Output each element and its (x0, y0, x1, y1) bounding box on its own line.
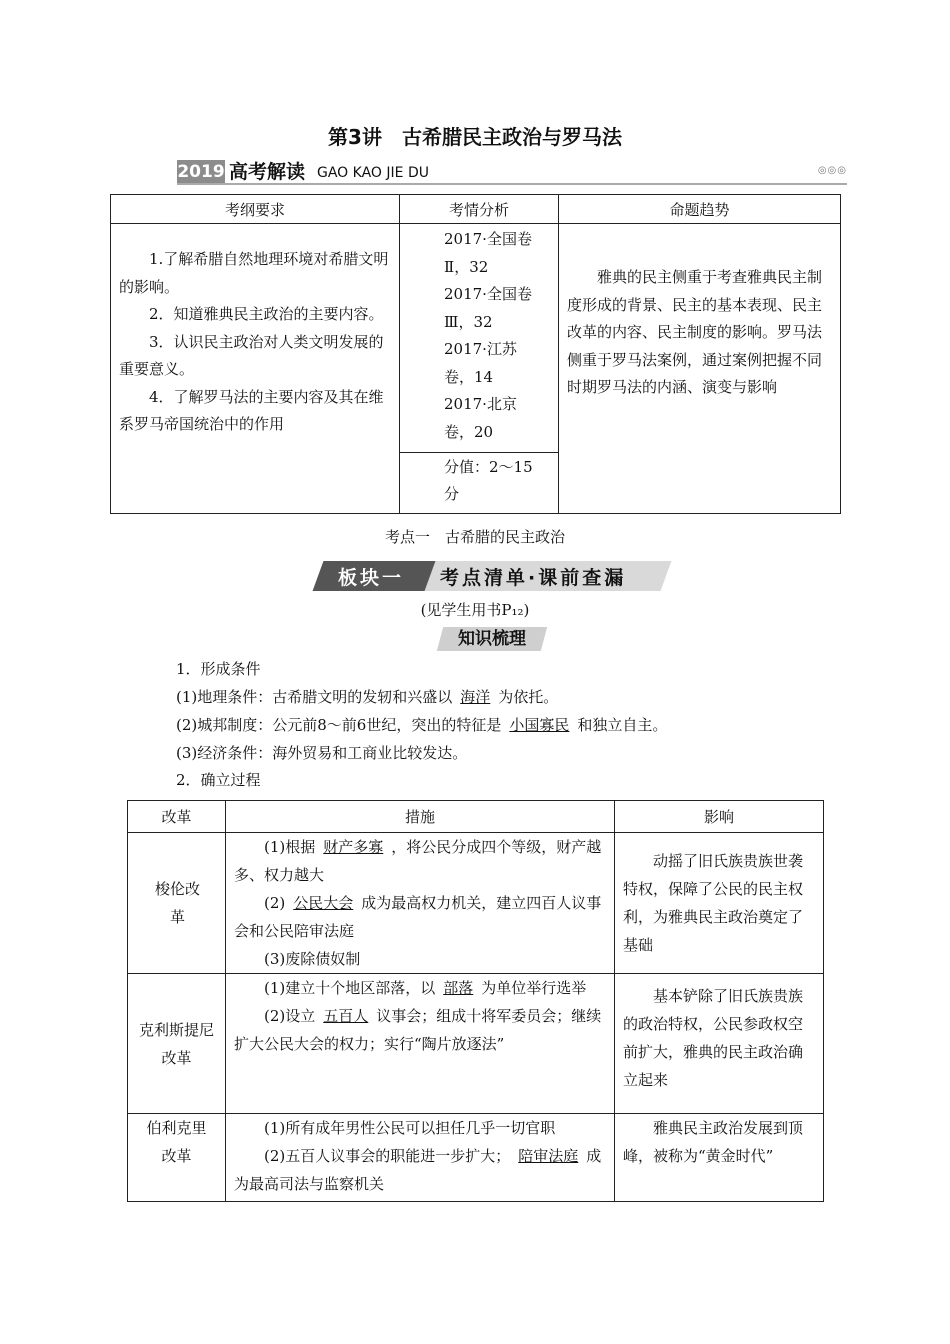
blank-buluo: 部落 (443, 979, 474, 997)
reform-table (127, 800, 824, 1202)
analysis-2: 2017·全国卷Ⅲ，32 (444, 285, 532, 331)
kaodian-heading: 考点一 古希腊的民主政治 (384, 528, 565, 546)
block-banner-label: 板块一 (338, 567, 405, 589)
line-economy: (3)经济条件：海外贸易和工商业比较发达。 (176, 744, 468, 762)
banner-rule (177, 183, 847, 185)
reform-row-solon (128, 833, 824, 974)
header-measures: 措施 (226, 801, 615, 833)
blank-haiyang: 海洋 (460, 688, 491, 706)
zhishi-badge (440, 627, 544, 651)
reform-name: 伯利克里改革 (128, 1114, 226, 1202)
measure-1: (1)建立十个地区部落，以 部落 为单位举行选举 (264, 979, 587, 997)
banner-year: 2019 (177, 162, 225, 182)
book-reference: (见学生用书P₁₂) (420, 601, 530, 619)
zhishi-badge-text: 知识梳理 (458, 629, 526, 649)
measure-2: (2)设立 五百人 议事会；组成十将军委员会；继续扩大公民大会的权力；实行“陶片放逐法” (234, 1007, 602, 1053)
blank-gongmin: 公民大会 (293, 894, 354, 912)
line-geography-post: 为依托。 (498, 688, 559, 706)
block-banner-title: 考点清单·课前查漏 (440, 567, 627, 589)
measure-2: (2)五百人议事会的职能进一步扩大； 陪审法庭 成为最高司法与监察机关 (234, 1147, 602, 1193)
banner-title-cn: 高考解读 (229, 161, 306, 183)
analysis-3: 2017·江苏卷，14 (444, 340, 517, 386)
heading-formation: 1．形成条件 (176, 660, 261, 678)
requirement-3: 3．认识民主政治对人类文明发展的重要意义。 (119, 332, 384, 378)
requirement-2: 2．知道雅典民主政治的主要内容。 (149, 305, 384, 323)
header-trend: 命题趋势 (559, 195, 841, 224)
effect-cell (615, 1114, 824, 1202)
blank-peishen: 陪审法庭 (518, 1147, 579, 1165)
gaokao-table (110, 194, 841, 514)
banner-dots-icon: ◎◎◎ (817, 165, 847, 176)
header-reform: 改革 (128, 801, 226, 833)
header-kaoqing: 考情分析 (400, 195, 559, 224)
requirement-1: 1.了解希腊自然地理环境对希腊文明的影响。 (119, 250, 389, 296)
trend-cell (559, 224, 841, 514)
measure-2: (2) 公民大会 成为最高权力机关，建立四百人议事会和公民陪审法庭 (234, 894, 602, 940)
measure-1: (1)所有成年男性公民可以担任几乎一切官职 (264, 1119, 556, 1137)
analysis-4: 2017·北京卷，20 (444, 395, 517, 441)
reform-name: 克利斯提尼改革 (128, 974, 226, 1114)
effect-text: 雅典民主政治发展到顶峰，被称为“黄金时代” (623, 1119, 804, 1165)
blank-xiaoguo: 小国寡民 (509, 716, 570, 734)
reform-row-cleisthenes (128, 974, 824, 1114)
blank-caichan: 财产多寡 (323, 838, 384, 856)
measures-cell (226, 833, 615, 974)
effect-text: 动摇了旧氏族贵族世袭特权，保障了公民的民主权利，为雅典民主政治奠定了基础 (623, 852, 804, 954)
line-geography (176, 684, 558, 712)
requirement-4: 4．了解罗马法的主要内容及其在维系罗马帝国统治中的作用 (119, 387, 384, 433)
line-geography-pre: (1)地理条件：古希腊文明的发轫和兴盛以 (176, 688, 453, 706)
reform-row-pericles (128, 1114, 824, 1202)
analysis-1: 2017·全国卷Ⅱ，32 (444, 230, 532, 276)
line-city-state-post: 和独立自主。 (577, 716, 668, 734)
banner-title-en: GAO KAO JIE DU (317, 165, 429, 181)
heading-process: 2．确立过程 (176, 771, 261, 789)
header-effect: 影响 (615, 801, 824, 833)
score-cell: 分值：2～15分 (400, 453, 559, 514)
effect-cell (615, 833, 824, 974)
blank-wubairen: 五百人 (323, 1007, 369, 1025)
trend-text: 雅典的民主侧重于考查雅典民主制度形成的背景、民主的基本表现、民主改革的内容、民主制度的影响。罗马法侧重于罗马法案例，通过案例把握不同时期罗马法的内涵、演变与影响 (567, 268, 823, 396)
header-kaogang: 考纲要求 (111, 195, 400, 224)
page-title: 第3讲 古希腊民主政治与罗马法 (328, 125, 622, 149)
measure-3: (3)废除债奴制 (264, 950, 361, 968)
effect-cell (615, 974, 824, 1114)
gaokao-banner (177, 160, 847, 184)
measure-1: (1)根据 财产多寡 ，将公民分成四个等级，财产越多、权力越大 (234, 838, 602, 884)
line-city-state-pre: (2)城邦制度：公元前8～前6世纪，突出的特征是 (176, 716, 502, 734)
measures-cell (226, 974, 615, 1114)
requirements-cell (111, 224, 400, 514)
analysis-cell (400, 224, 559, 453)
block-banner (318, 561, 666, 591)
reform-name: 梭伦改革 (128, 833, 226, 974)
effect-text: 基本铲除了旧氏族贵族的政治特权，公民参政权空前扩大，雅典的民主政治确立起来 (623, 987, 804, 1089)
measures-cell (226, 1114, 615, 1202)
line-city-state (176, 712, 667, 740)
